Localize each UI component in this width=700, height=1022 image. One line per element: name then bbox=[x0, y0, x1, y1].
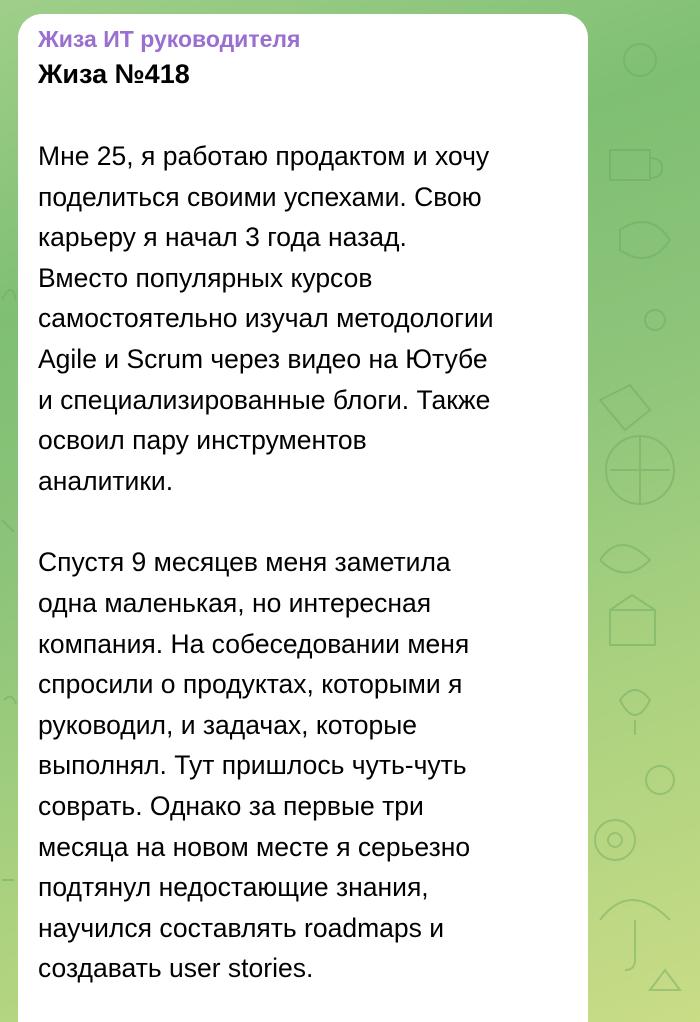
doodle-circle-icon bbox=[624, 44, 656, 76]
doodle-gift-icon bbox=[610, 595, 655, 645]
doodle-ball-icon bbox=[606, 436, 674, 504]
message-paragraph-2: Спустя 9 месяцев меня заметила одна маленькая, но интересная компания. На собеседовании меня спросили о продуктах, которыми я руководил, и задачах, которые выполнял. Тут пришлось чуть-чуть соврать. Однако за первые три месяца на новом месте я серьезно подтянул недостающие знания, научился составлять roadmaps и создавать user stories. bbox=[38, 547, 471, 984]
doodle-umbrella-icon bbox=[600, 900, 670, 970]
doodle-mug-icon bbox=[610, 150, 662, 180]
doodle-leaf-icon bbox=[620, 222, 670, 258]
doodle-donut-icon bbox=[595, 820, 635, 860]
channel-name[interactable]: Жиза ИТ руководителя bbox=[38, 26, 301, 52]
doodle-cloud-icon bbox=[600, 545, 650, 573]
post-title: Жиза №418 bbox=[38, 59, 190, 89]
message-paragraph-1: Мне 25, я работаю продактом и хочу поделиться своими успехами. Свою карьеру я начал 3 года назад. Вместо популярных курсов самостоятельно изучал методологии Agile и Scrum через видео на Ютубе и специализированные блоги. Также освоил пару инструментов аналитики. bbox=[38, 141, 494, 496]
message-bubble[interactable] bbox=[18, 14, 588, 1022]
doodle-shape-icon bbox=[600, 385, 650, 430]
doodle-bulb-icon bbox=[620, 690, 650, 735]
